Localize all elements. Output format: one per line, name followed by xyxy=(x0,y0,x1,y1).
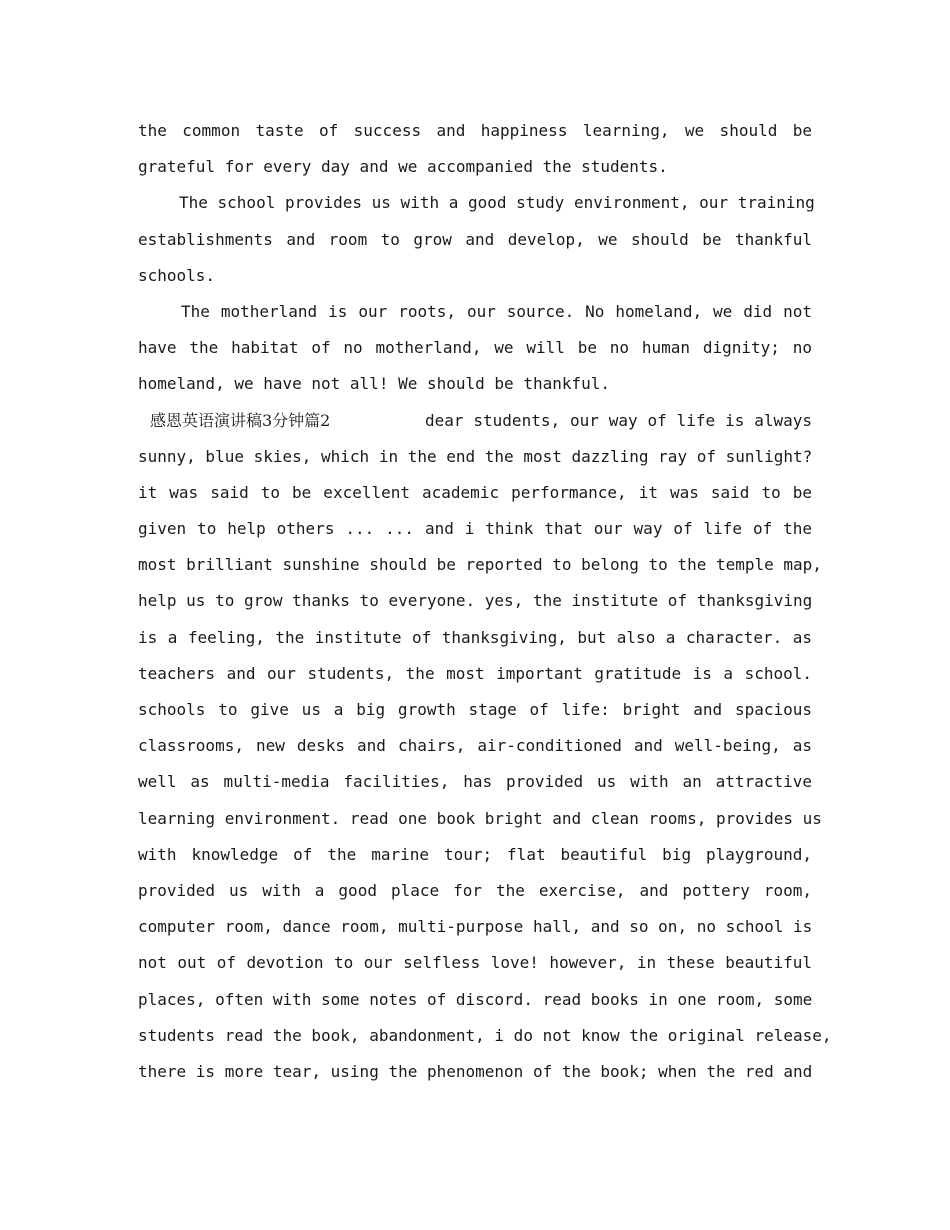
text-line: classrooms, new desks and chairs, air-conditioned and well-being, as xyxy=(138,736,812,756)
text-line: help us to grow thanks to everyone. yes, the institute of thanksgiving xyxy=(138,591,813,611)
text-line: The school provides us with a good study environment, our training xyxy=(179,193,815,213)
text-line: have the habitat of no motherland, we will be no human dignity; no xyxy=(138,338,812,358)
text-line: schools to give us a big growth stage of life: bright and spacious xyxy=(138,700,812,719)
text-line: teachers and our students, the most important gratitude is a school. xyxy=(138,663,812,683)
document-body xyxy=(138,113,832,1090)
text-line: provided us with a good place for the exercise, and pottery room, xyxy=(138,880,812,900)
text-line: establishments and room to grow and develop, we should be thankful xyxy=(138,229,812,249)
text-line: it was said to be excellent academic performance, it was said to be xyxy=(138,482,812,502)
section-heading-line xyxy=(138,403,812,439)
text-line: with knowledge of the marine tour; flat beautiful big playground, xyxy=(138,844,812,864)
text-line: places, often with some notes of discord. read books in one room, some xyxy=(138,989,813,1009)
text-line: most brilliant sunshine should be reported to belong to the temple map, xyxy=(138,555,822,575)
text-line: given to help others ... ... and i think that our way of life of the xyxy=(138,519,812,539)
text-line: there is more tear, using the phenomenon of the book; when the red and xyxy=(138,1061,813,1081)
text-line: well as multi-media facilities, has provided us with an attractive xyxy=(138,772,812,792)
text-line: computer room, dance room, multi-purpose hall, and so on, no school is xyxy=(138,917,813,937)
text-line: grateful for every day and we accompanied the students. xyxy=(138,157,668,177)
text-line: not out of devotion to our selfless love! however, in these beautiful xyxy=(138,953,812,973)
text-line: homeland, we have not all! We should be thankful. xyxy=(138,374,611,394)
text-line: learning environment. read one book bright and clean rooms, provides us xyxy=(138,808,822,828)
text-line: The motherland is our roots, our source. No homeland, we did not xyxy=(181,301,812,321)
text-line: students read the book, abandonment, i do not know the original release, xyxy=(138,1025,832,1045)
text-line: sunny, blue skies, which in the end the most dazzling ray of sunlight? xyxy=(138,446,813,466)
text-line: is a feeling, the institute of thanksgiving, but also a character. as xyxy=(138,627,812,647)
text-line: dear students, our way of life is always xyxy=(425,410,812,430)
text-line: the common taste of success and happiness learning, we should be xyxy=(138,121,812,140)
text-line: schools. xyxy=(138,265,216,285)
section-heading: 感恩英语演讲稿3分钟篇2 xyxy=(150,410,331,430)
